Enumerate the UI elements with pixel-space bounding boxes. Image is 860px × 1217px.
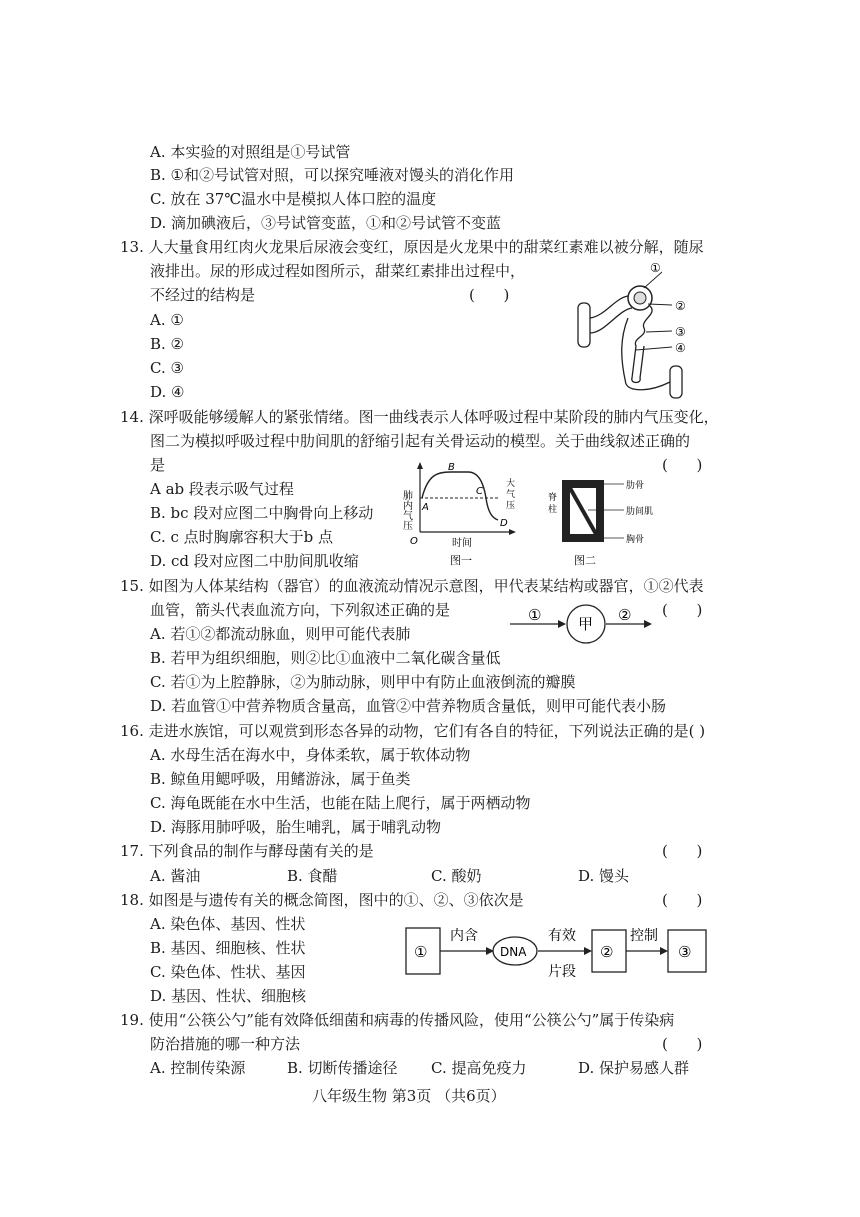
q19-option-c: C. 提高免疫力 (431, 1059, 527, 1077)
blood-flow-organ: 甲 (578, 615, 594, 633)
q16-option-a: A. 水母生活在海水中，身体柔软，属于软体动物 (150, 746, 471, 764)
q14-option-a: A ab 段表示吸气过程 (150, 480, 294, 498)
q19-option-d: D. 保护易感人群 (578, 1059, 690, 1077)
q17-option-d: D. 馒头 (578, 867, 630, 885)
page-footer: 八年级生物 第3页 （共6页） (312, 1087, 506, 1105)
fig1-point-c: C (476, 486, 483, 497)
nephron-figure (570, 258, 700, 400)
fig1-atm-2: 气 (506, 490, 516, 500)
fig1-point-a: A (422, 502, 429, 513)
pressure-curve-figure (400, 460, 530, 570)
fig2-label-rib: 肋骨 (626, 481, 645, 491)
q18-option-d: D. 基因、性状、细胞核 (150, 987, 307, 1005)
q17-option-c: C. 酸奶 (431, 867, 482, 885)
q13-option-d: D. ④ (150, 383, 185, 401)
blood-flow-vessel-2: ② (618, 606, 632, 624)
gene-box-2: ② (600, 943, 614, 961)
fig1-origin: O (410, 536, 418, 547)
q18-option-c: C. 染色体、性状、基因 (150, 963, 306, 981)
q13-option-a: A. ① (150, 311, 184, 329)
q14-stem-line3: 是 (150, 456, 166, 474)
fig1-caption: 图一 (450, 554, 472, 567)
fig1-xlabel: 时间 (452, 538, 472, 549)
nephron-label-1: ① (650, 261, 661, 275)
q17-stem: 17. 下列食品的制作与酵母菌有关的是 (120, 842, 374, 860)
gene-arrow-contains: 内含 (450, 928, 478, 944)
gene-dna: DNA (500, 945, 527, 959)
q19-stem-line2: 防治措施的哪一种方法 (150, 1035, 301, 1053)
nephron-label-2: ② (675, 299, 686, 313)
q13-stem-line3: 不经过的结构是 (150, 286, 256, 304)
q13-answer-paren: ( ) (469, 286, 510, 304)
q17-answer-paren: ( ) (662, 842, 703, 860)
fig2-caption: 图二 (574, 554, 596, 567)
q19-answer-paren: ( ) (662, 1035, 703, 1053)
q13-option-b: B. ② (150, 335, 185, 353)
gene-concept-figure (404, 912, 720, 992)
q15-stem-line2: 血管，箭头代表血流方向，下列叙述正确的是 (150, 601, 451, 619)
q19-option-b: B. 切断传播途径 (287, 1059, 398, 1077)
q19-option-a: A. 控制传染源 (150, 1059, 246, 1077)
q17-option-a: A. 酱油 (150, 867, 201, 885)
q14-option-b: B. bc 段对应图二中胸骨向上移动 (150, 504, 374, 522)
gene-arrow-segment: 片段 (548, 964, 576, 980)
fig1-atm-3: 压 (506, 501, 516, 511)
q12-option-c: C. 放在 37℃温水中是模拟人体口腔的温度 (150, 190, 437, 208)
gene-box-3: ③ (678, 943, 692, 961)
q15-option-c: C. 若①为上腔静脉，②为肺动脉，则甲中有防止血液倒流的瓣膜 (150, 673, 576, 691)
rib-model-figure (548, 474, 678, 570)
q18-option-a: A. 染色体、基因、性状 (150, 915, 306, 933)
blood-flow-figure (508, 603, 658, 645)
q14-stem-line2: 图二为模拟呼吸过程中肋间肌的舒缩引起有关骨运动的模型。关于曲线叙述正确的 (150, 432, 691, 450)
q14-answer-paren: ( ) (662, 456, 703, 474)
fig2-spine-1: 脊 (548, 493, 558, 503)
fig2-spine-2: 柱 (548, 505, 558, 515)
fig2-label-sternum: 胸骨 (626, 535, 645, 545)
q16-option-d: D. 海豚用肺呼吸，胎生哺乳，属于哺乳动物 (150, 818, 442, 836)
q14-option-c: C. c 点时胸廓容积大于b 点 (150, 528, 334, 546)
q12-option-d: D. 滴加碘液后，③号试管变蓝，①和②号试管不变蓝 (150, 214, 502, 232)
q15-option-b: B. 若甲为组织细胞，则②比①血液中二氧化碳含量低 (150, 649, 501, 667)
q15-option-a: A. 若①②都流动脉血，则甲可能代表肺 (150, 625, 411, 643)
q14-option-d: D. cd 段对应图二中肋间肌收缩 (150, 552, 359, 570)
fig2-label-intercostal: 肋间肌 (626, 507, 654, 517)
q17-option-b: B. 食醋 (287, 867, 338, 885)
fig1-ylabel: 肺内气压 (400, 490, 412, 530)
q16-option-b: B. 鲸鱼用鳃呼吸，用鳍游泳，属于鱼类 (150, 770, 411, 788)
fig1-point-b: B (448, 462, 455, 473)
q14-stem-line1: 14. 深呼吸能够缓解人的紧张情绪。图一曲线表示人体呼吸过程中某阶段的肺内气压变化， (120, 408, 719, 426)
fig1-atm-1: 大 (506, 479, 516, 489)
gene-box-1: ① (414, 943, 428, 961)
q15-answer-paren: ( ) (662, 601, 703, 619)
q18-stem: 18. 如图是与遗传有关的概念简图，图中的①、②、③依次是 (120, 891, 524, 909)
q16-stem: 16. 走进水族馆，可以观赏到形态各异的动物，它们有各自的特征，下列说法正确的是( ) (120, 722, 706, 740)
q13-stem-line2: 液排出。尿的形成过程如图所示，甜菜红素排出过程中， (150, 262, 526, 280)
q16-option-c: C. 海龟既能在水中生活，也能在陆上爬行，属于两栖动物 (150, 794, 531, 812)
q18-option-b: B. 基因、细胞核、性状 (150, 939, 306, 957)
nephron-label-3: ③ (675, 325, 686, 339)
gene-arrow-effective: 有效 (548, 928, 576, 944)
q12-option-b: B. ①和②号试管对照，可以探究唾液对馒头的消化作用 (150, 166, 515, 184)
q13-stem-line1: 13. 人大量食用红肉火龙果后尿液会变红，原因是火龙果中的甜菜红素难以被分解，随尿 (120, 238, 704, 256)
q13-option-c: C. ③ (150, 359, 184, 377)
q15-stem-line1: 15. 如图为人体某结构（器官）的血液流动情况示意图，甲代表某结构或器官，①②代表 (120, 577, 704, 595)
gene-arrow-control: 控制 (630, 928, 658, 944)
q12-option-a: A. 本实验的对照组是①号试管 (150, 143, 351, 161)
q18-answer-paren: ( ) (662, 891, 703, 909)
q19-stem-line1: 19. 使用“公筷公勺”能有效降低细菌和病毒的传播风险，使用“公筷公勺”属于传染病 (120, 1011, 675, 1029)
fig1-point-d: D (500, 518, 508, 529)
blood-flow-vessel-1: ① (528, 606, 542, 624)
q15-option-d: D. 若血管①中营养物质含量高，血管②中营养物质含量低，则甲可能代表小肠 (150, 697, 667, 715)
nephron-label-4: ④ (675, 341, 686, 355)
